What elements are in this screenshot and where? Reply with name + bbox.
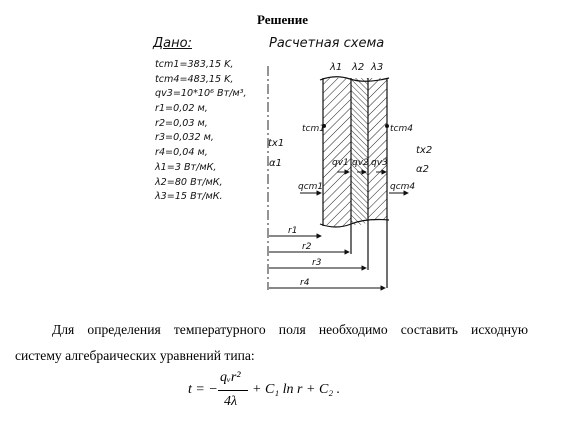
equation-lhs: t = − xyxy=(188,382,218,397)
given-item: r3=0,032 м, xyxy=(155,132,214,144)
layer-3 xyxy=(368,78,387,222)
section-heading: Решение xyxy=(256,12,309,27)
given-item: qv3=10*10⁶ Вт/м³, xyxy=(155,88,247,100)
equation-denominator: 4λ xyxy=(224,394,238,409)
given-item: r2=0,03 м, xyxy=(155,117,208,129)
given-title: Дано: xyxy=(153,36,192,51)
label-lambda1: λ1 xyxy=(330,62,343,73)
body-paragraph xyxy=(15,317,528,369)
label-qv3: qv3 xyxy=(371,158,388,168)
label-q-cm4: qcm4 xyxy=(390,182,416,192)
label-t-x2: tx2 xyxy=(416,145,433,156)
layer-2 xyxy=(351,78,368,225)
given-item: r4=0,04 м, xyxy=(155,147,208,159)
given-item: λ3=15 Вт/мК. xyxy=(155,191,223,203)
label-t-cm4: tcm4 xyxy=(390,124,413,134)
label-r4: r4 xyxy=(300,278,310,288)
tcm4-point xyxy=(385,124,389,128)
paragraph-line-1: Для определения температурного поля необходимо составить исходную xyxy=(52,322,528,337)
label-q-cm1: qcm1 xyxy=(298,182,324,192)
label-t-cm1: tcm1 xyxy=(302,124,325,134)
label-qv2: qv2 xyxy=(352,158,369,168)
scheme-title: Расчетная схема xyxy=(269,36,385,51)
layer-1 xyxy=(323,78,351,227)
label-lambda2: λ2 xyxy=(352,62,365,73)
given-item: tcm4=483,15 K, xyxy=(155,73,234,85)
label-t-x1: tx1 xyxy=(268,138,285,149)
label-r2: r2 xyxy=(302,242,312,252)
given-item: λ1=3 Вт/мК, xyxy=(155,161,217,173)
paragraph-line-2: систему алгебраических уравнений типа: xyxy=(15,348,255,363)
label-r1: r1 xyxy=(288,226,298,236)
equation xyxy=(188,366,388,416)
equation-numerator: qᵥr² xyxy=(220,370,241,385)
equation-rhs: + C₁ ln r + C₂ . xyxy=(252,382,341,397)
given-item: tcm1=383,15 K, xyxy=(155,59,234,70)
label-alpha2: α2 xyxy=(416,164,429,175)
label-qv1: qv1 xyxy=(332,158,349,168)
label-lambda3: λ3 xyxy=(371,62,384,73)
given-item: λ2=80 Вт/мК, xyxy=(155,176,223,188)
label-alpha1: α1 xyxy=(269,158,282,169)
label-r3: r3 xyxy=(312,258,322,268)
equation-fraction-bar xyxy=(218,390,248,391)
given-item: r1=0,02 м, xyxy=(155,103,208,115)
